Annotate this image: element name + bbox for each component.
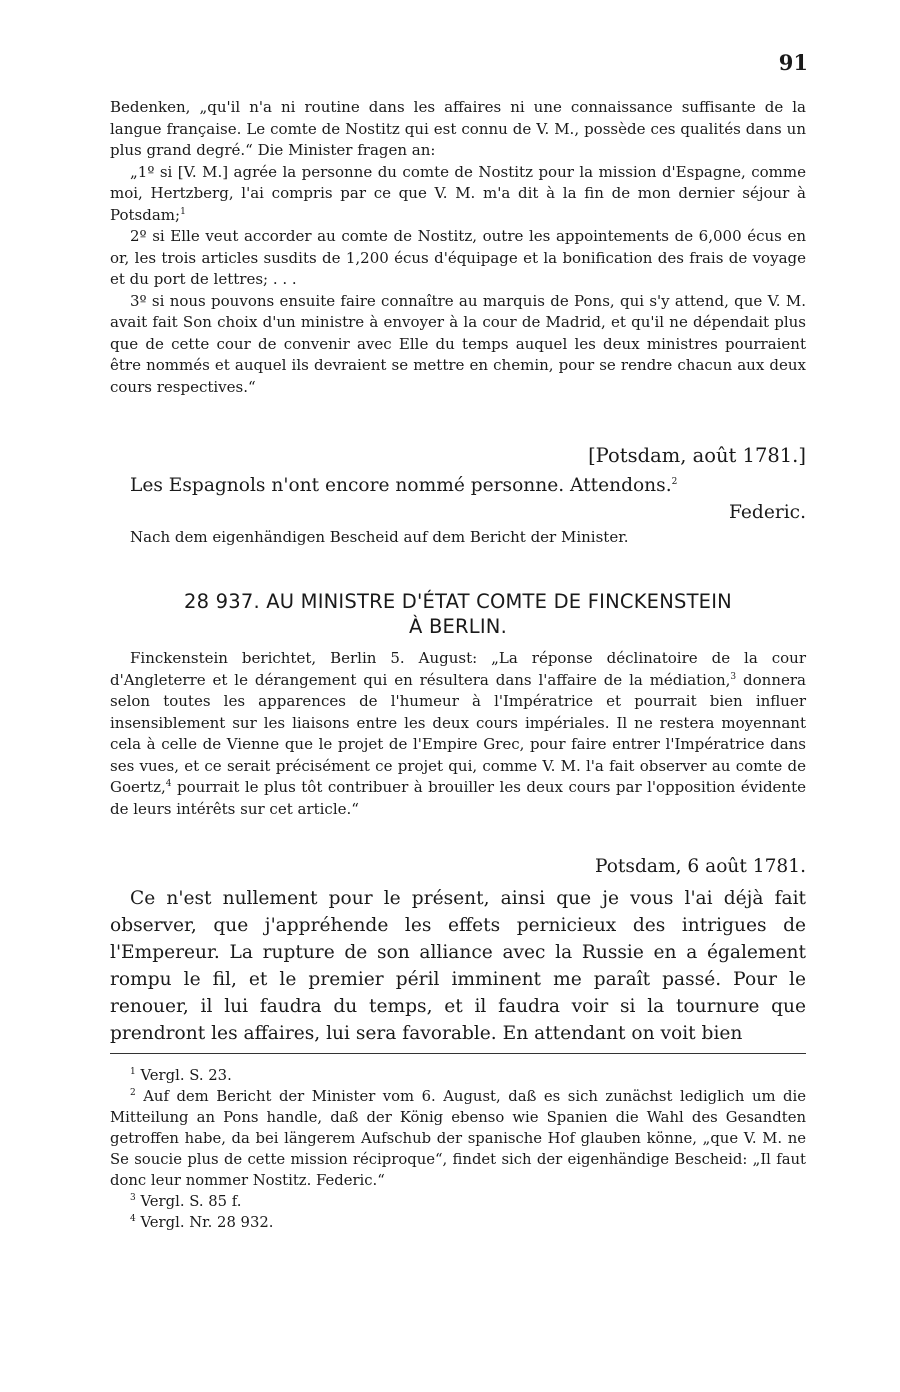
footnote-4: $^4$ Vergl. Nr. 28 932. <box>130 1214 274 1231</box>
footnote-2: $^2$ Auf dem Bericht der Minister vom 6. August, daß es sich zunächst lediglich um die Mitteilung an Pons handle, daß der König ebenso wie Spanien die Wahl des Gesandten getroffen habe, da bei längerem Aufschub der spanische Hof glauben könne, „que V. M. ne Se soucie plus de cette mission réciproque“, findet sich der eigenhändige Bescheid: „Il faut donc leur nommer Nostitz. Federic.“ <box>110 1088 806 1189</box>
king-reply-1: Les Espagnols n'ont encore nommé personne. Attendons.$^2$ <box>130 475 678 496</box>
footnote-3: $^3$ Vergl. S. 85 f. <box>130 1193 242 1210</box>
footnotes <box>110 1065 806 1233</box>
report-continuation-section <box>110 97 806 398</box>
footnote-ref-3: 3 <box>730 671 737 682</box>
letter-heading <box>110 589 806 639</box>
footnote-1: $^1$ Vergl. S. 23. <box>130 1067 232 1084</box>
footnote-ref-4: 4 <box>165 779 172 789</box>
footnote-ref-1: 1 <box>180 206 186 217</box>
footnote-divider <box>110 1053 806 1054</box>
signature: Federic. <box>729 502 806 523</box>
page-number: 91 <box>778 50 808 75</box>
report-continuation: Bedenken, „qu'il n'a ni routine dans les affaires ni une connaissance suffisante de la langue française. Le comte de Nostitz qui est connu de V. M., possède ces qualités dans un plus grand degré.“ Die Minister fragen an: <box>110 98 806 159</box>
question-3: 3º si nous pouvons ensuite faire connaître au marquis de Pons, qui s'y attend, que V. M. avait fait Son choix d'un ministre à envoyer à la cour de Madrid, et qu'il ne dépendait plus que de cette cour de convenir avec Elle du temps auquel les deux ministres pourraient être nommés et auquel ils devraient se mettre en chemin, pour se rendre chacun aux deux cours respectives.“ <box>110 291 806 396</box>
footnote-ref-2: 2 <box>671 476 678 487</box>
dateline-1: [Potsdam, août 1781.] <box>588 444 806 467</box>
question-1: „1º si [V. M.] agrée la personne du comte de Nostitz pour la mission d'Espagne, comme moi, Hertzberg, l'ai compris par ce que V. M. m'a dit à la fin de mon dernier séjour à Potsdam;$^1$ <box>110 162 806 224</box>
question-2: 2º si Elle veut accorder au comte de Nostitz, outre les appointements de 6,000 écus en or, les trois articles susdits de 1,200 écus d'équipage et la bonification des frais de voyage et du port de lettres; . . . <box>110 227 806 288</box>
letter-heading-line-2: À BERLIN. <box>409 615 507 638</box>
letter-heading-line-1: 28 937. AU MINISTRE D'ÉTAT COMTE DE FINCKENSTEIN <box>184 590 732 613</box>
source-note: Nach dem eigenhändigen Bescheid auf dem Bericht der Minister. <box>130 528 629 546</box>
letter-body: Ce n'est nullement pour le présent, ainsi que je vous l'ai déjà fait observer, que j'appréhende les effets pernicieux des intrigues de l'Empereur. La rupture de son alliance avec la Russie en a également rompu le fil, et le premier péril imminent me paraît passé. Pour le renouer, il lui faudra du temps, et il faudra voir si la tournure que prendront les affaires, lui sera favorable. En attendant on voit bien <box>110 888 806 1044</box>
dateline-2: Potsdam, 6 août 1781. <box>594 856 806 877</box>
report-summary: Finckenstein berichtet, Berlin 5. August: „La réponse déclinatoire de la cour d'Angleterre et le dérangement qui en résultera dans l'affaire de la médiation,$^3$ donnera selon toutes les apparences de l'humeur à l'Impératrice et pourrait bien influer insensiblement sur les liaisons entre les deux cours impériales. Il ne restera moyennant cela à celle de Vienne que le projet de l'Empire Grec, pour faire entrer l'Impératrice dans ses vues, et ce serait précisément ce projet qui, comme V. M. l'a fait observer au comte de Goertz,$^4$ pourrait le plus tôt contribuer à brouiller les deux cours par l'opposition évidente de leurs intérêts sur cet article.“ <box>110 649 806 818</box>
